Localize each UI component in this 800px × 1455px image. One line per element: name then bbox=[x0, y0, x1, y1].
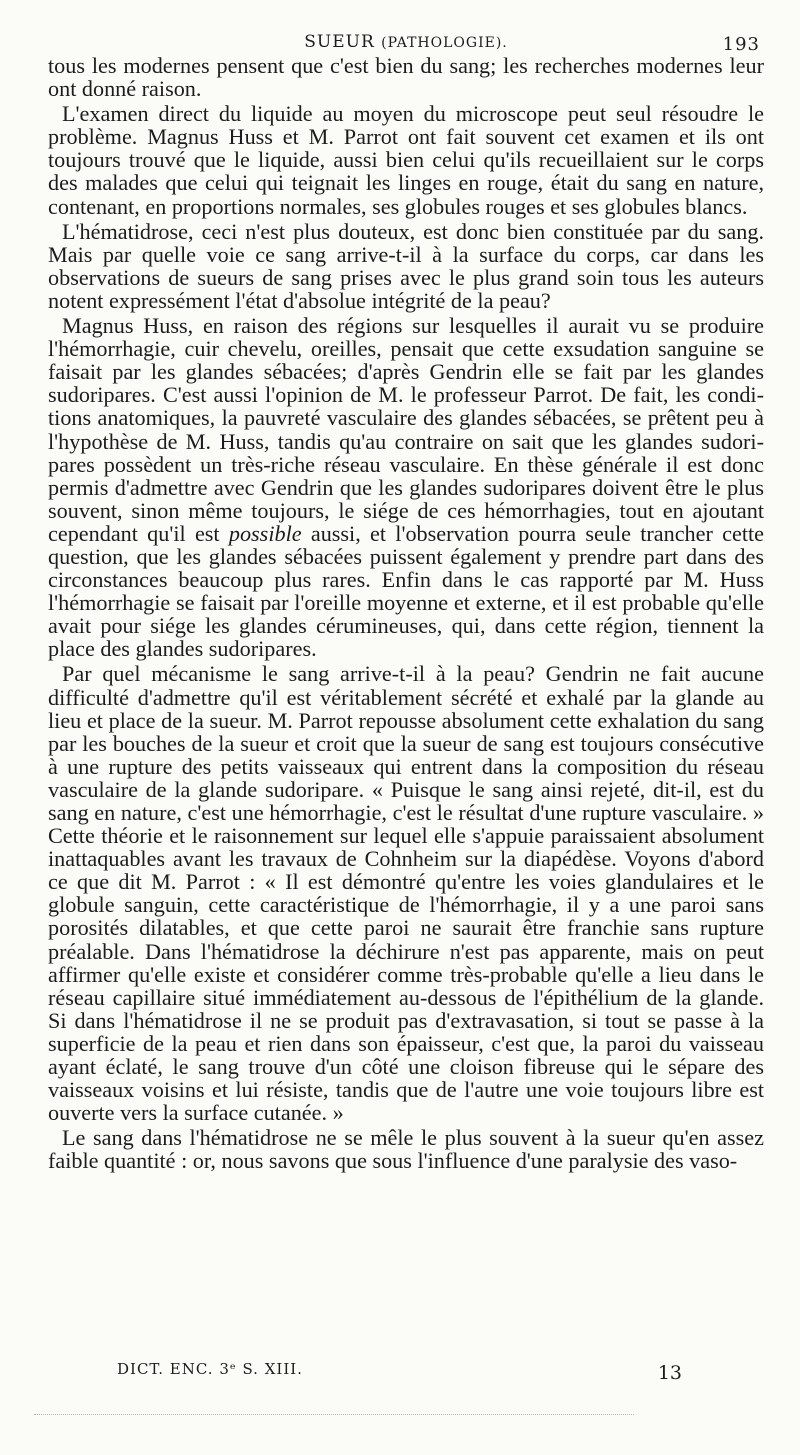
paragraph bbox=[48, 1126, 764, 1172]
body-text bbox=[48, 54, 764, 1173]
running-title bbox=[48, 32, 764, 52]
paragraph bbox=[48, 102, 764, 217]
text-run: Le sang dans l'hématidrose ne se mêle le plus souvent à la sueur qu'en assez faible quantité : or, nous savons que sous l'influence d'une paralysie des vaso- bbox=[48, 1125, 764, 1174]
paragraph bbox=[48, 220, 764, 312]
text-run: Magnus Huss, en raison des régions sur lesquelles il aurait vu se produire l'hémorrhagie, cuir chevelu, oreilles, pensait que cette exsudation sanguine se faisait par les glandes sébacées; d'après Gendrin elle se fait par les glandes sudoripares. C'est aussi l'opinion de M. le professeur Parrot. De fait, les conditions anatomiques, la pauvreté vasculaire des glandes sébacées, se prêtent peu à l'hypothèse de M. Huss, tandis qu'au contraire on sait que les glandes sudoripares possèdent un très-riche réseau vasculaire. En thèse générale il est donc permis d'admettre avec Gendrin que les glandes sudoripares doivent être le plus souvent, sinon même toujours, le siége de ces hémorrhagies, tout en ajoutant cependant qu'il est bbox=[48, 313, 764, 546]
footer-signature: DICT. ENC. 3ᵉ S. XIII. bbox=[117, 1360, 303, 1378]
paragraph bbox=[48, 54, 764, 100]
paragraph bbox=[48, 662, 764, 1124]
page-footer bbox=[117, 1354, 682, 1384]
text-run: aussi, et l'observation pourra seule trancher cette question, que les glandes sébacées puissent également y prendre part dans des circonstances beaucoup plus rares. Enfin dans le cas rapporté par M. Huss l'hémorrhagie se faisait par l'oreille moyenne et externe, et il est probable qu'elle avait pour siége les glandes cérumineuses, qui, dans cette région, tiennent la place des glandes sudoripares. bbox=[48, 520, 765, 662]
paragraph bbox=[48, 314, 764, 660]
running-head bbox=[48, 26, 764, 54]
running-title-sub: (PATHOLOGIE). bbox=[381, 35, 508, 51]
footer-sheet-number: 13 bbox=[657, 1362, 682, 1384]
text-run: L'examen direct du liquide au moyen du microscope peut seul résoudre le problème. Magnus Huss et M. Parrot ont fait souvent cet examen et ils ont toujours trouvé que le liquide, aussi bien celui qu'ils recueillaient sur le corps des malades que celui qui teignait les linges en rouge, était du sang en nature, contenant, en proportions normales, ses globules rouges et ses globules blancs. bbox=[48, 101, 764, 219]
page-number: 193 bbox=[722, 34, 760, 55]
running-title-main: SUEUR bbox=[304, 32, 375, 52]
print-specks bbox=[34, 1414, 634, 1419]
text-run: Par quel mécanisme le sang arrive-t-il à la peau? Gendrin ne fait aucune difficulté d'admettre qu'il est véritablement sécrété et exhalé par la glande au lieu et place de la sueur. M. Parrot repousse absolument cette exhalation du sang par les bouches de la sueur et croit que la sueur de sang est toujours consécutive à une rupture des petits vaisseaux qui entrent dans la composition du réseau vasculaire de la glande sudoripare. « Puisque le sang ainsi rejeté, dit-il, est du sang en nature, c'est une hémorrhagie, c'est le résultat d'une rupture vasculaire. » Cette théorie et le raisonnement sur lequel elle s'appuie paraissaient absolument inattaquables avant les travaux de Cohnheim sur la diapédèse. Voyons d'abord ce que dit M. Parrot : « Il est démontré qu'entre les voies glandulaires et le globule sanguin, cette caractéristique de l'hémorrhagie, il y a une paroi sans porosités dilatables, et que cette paroi ne saurait être franchie sans rupture préalable. Dans l'hématidrose la déchirure n'est pas apparente, mais on peut affirmer qu'elle existe et considérer comme très-probable qu'elle a lieu dans le réseau capillaire situé immédiatement au-dessous de l'épithélium de la glande. Si dans l'hématidrose il ne se produit pas d'extravasation, si tout se passe à la superficie de la peau et rien dans son épaisseur, c'est que, la paroi du vaisseau ayant éclaté, le sang trouve d'un côté une cloison fibreuse qui le sépare des vaisseaux voisins et lui résiste, tandis que de l'autre une voie toujours libre est ouverte vers la surface cutanée. » bbox=[48, 661, 764, 1126]
text-run: L'hématidrose, ceci n'est plus douteux, est donc bien constituée par du sang. Mais par quelle voie ce sang arrive-t-il à la surface du corps, car dans les observations de sueurs de sang prises avec le plus grand soin tous les auteurs notent expressément l'état d'absolue intégrité de la peau? bbox=[48, 218, 764, 313]
emphasis-text: possible bbox=[228, 520, 302, 546]
text-run: tous les modernes pensent que c'est bien du sang; les recherches modernes leur ont donné raison. bbox=[48, 53, 764, 102]
